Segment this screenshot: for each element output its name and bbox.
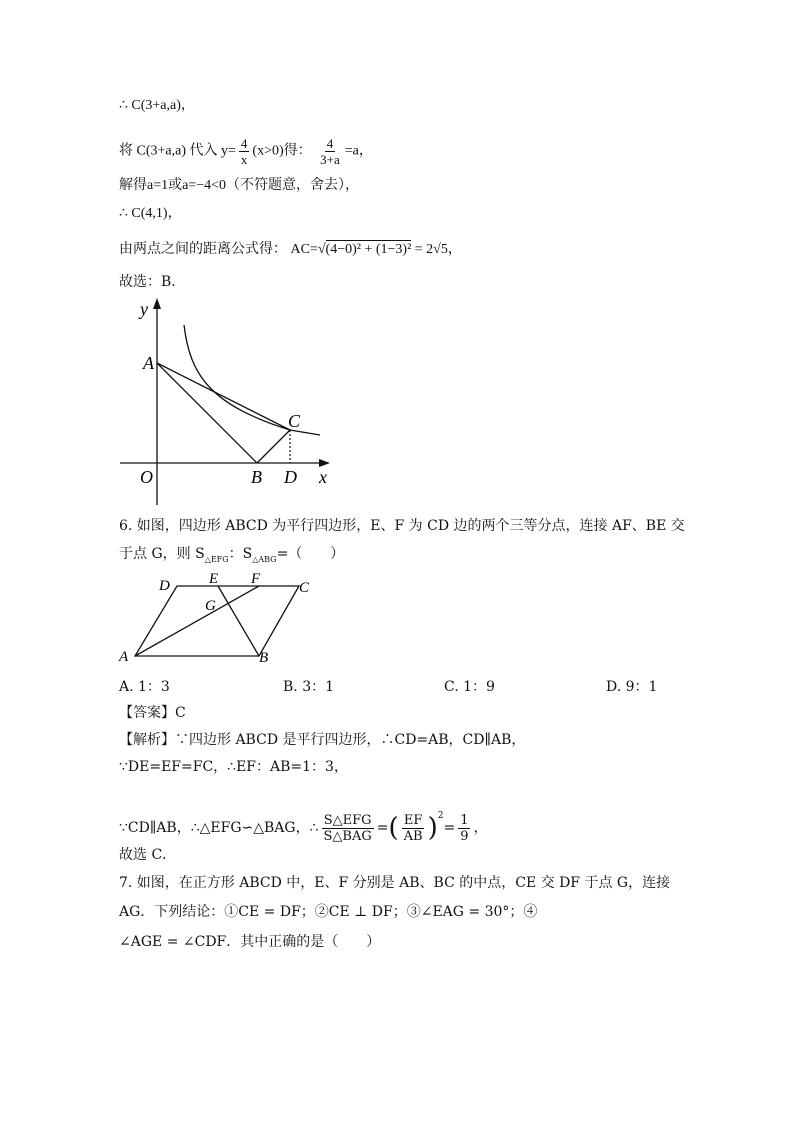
paren-close: ) <box>427 813 438 843</box>
ac-equals: AC= <box>290 242 318 257</box>
fraction-4-over-3-plus-a: $\frac{4}{3+a}$ <box>320 136 340 167</box>
label-o: O <box>140 467 153 487</box>
segment-ac <box>157 363 290 430</box>
segment-be <box>218 586 259 656</box>
label-e: E <box>209 571 219 587</box>
label-f: F <box>251 571 261 587</box>
option-a[interactable]: A. 1：3 <box>119 679 170 695</box>
side-ratio-fraction: $\frac{EF}{AB}$ <box>403 812 423 844</box>
label-c: C <box>299 580 310 596</box>
solution-line-5 <box>119 240 462 260</box>
segment-af <box>135 586 259 656</box>
figure-parallelogram <box>115 570 325 670</box>
q6-area-abg-sub: △ABG <box>252 554 277 564</box>
option-c[interactable]: C. 1：9 <box>444 679 495 695</box>
exponent: 2 <box>437 811 444 821</box>
q6-similarity-text: ∵CD∥AB，∴△EFG∽△BAG，∴ <box>119 820 319 836</box>
q6-analysis-line-1: 【解析】∵四边形 ABCD 是平行四边形，∴CD=AB，CD∥AB， <box>119 732 526 748</box>
solution-line-6: 故选：B． <box>119 274 186 290</box>
domain-condition: (x>0)得： <box>252 143 312 159</box>
label-y: y <box>140 299 148 319</box>
y-axis-arrow <box>153 298 161 309</box>
q6-stem-line-2 <box>119 544 344 570</box>
paren-open: ( <box>388 813 399 843</box>
label-b: B <box>259 650 269 666</box>
text-jiang: 将 <box>119 143 133 159</box>
area-ratio-fraction: $\frac{\text{S△EFG}}{\text{S△BAG}}$ <box>323 812 372 844</box>
label-b: B <box>251 467 262 487</box>
label-d: D <box>284 467 297 487</box>
q6-area-efg-sub: △EFG <box>204 554 229 564</box>
q6-stem-part-c: ：S <box>228 546 253 562</box>
result-fraction: $\frac{1}{9}$ <box>460 812 469 844</box>
text-dairu: 代入 <box>189 143 218 159</box>
figure-coordinate-graph <box>110 295 340 510</box>
label-x: x <box>319 467 327 487</box>
q6-options <box>119 676 679 696</box>
y-equals: y= <box>221 143 236 159</box>
q6-stem-part-a: 于点 G，则 S <box>119 546 205 562</box>
q6-analysis-line-2: ∵DE=EF=FC，∴EF：AB=1：3， <box>119 759 348 775</box>
q6-stem-line-1: 6. 如图，四边形 ABCD 为平行四边形，E、F 为 CD 边的两个三等分点，连接 AF、BE 交 <box>119 518 685 534</box>
label-g: G <box>205 598 216 614</box>
equals-a: =a， <box>344 143 373 159</box>
option-d[interactable]: D. 9：1 <box>606 679 658 695</box>
x-axis-arrow <box>319 459 330 467</box>
parallelogram-abcd <box>135 586 299 656</box>
fraction-4-over-x: $\frac{4}{x}$ <box>240 136 248 167</box>
sqrt-sign: √ <box>317 242 326 257</box>
comma: ， <box>473 820 488 836</box>
sqrt-radicand: (4−0)² + (1−3)² <box>325 242 412 257</box>
solution-line-4: ∴ C(4,1)， <box>119 206 182 221</box>
solution-line-3: 解得a=1或a=−4<0（不符题意，舍去）， <box>119 178 360 193</box>
distance-formula-text: 由两点之间的距离公式得： <box>119 242 287 257</box>
label-a: A <box>143 353 154 373</box>
option-b[interactable]: B. 3：1 <box>283 679 335 695</box>
label-a: A <box>119 649 129 665</box>
segment-bc <box>257 430 290 463</box>
q7-stem-line-2: AG．下列结论：①CE = DF；②CE ⊥ DF；③∠EAG = 30°；④ <box>119 904 538 920</box>
q7-stem-line-3: ∠AGE = ∠CDF．其中正确的是（ ） <box>119 934 381 950</box>
solution-line-1: ∴ C(3+a,a)， <box>119 98 195 113</box>
label-d: D <box>159 578 170 594</box>
point-c-expr: C(3+a,a) <box>136 143 186 159</box>
q6-answer: 【答案】C <box>119 705 186 721</box>
solution-line-2 <box>119 136 373 167</box>
q7-stem-line-1: 7. 如图，在正方形 ABCD 中，E、F 分别是 AB、BC 的中点，CE 交 DF 于点 G，连接 <box>119 875 671 891</box>
q6-conclusion: 故选 C． <box>119 847 177 863</box>
q6-analysis-line-3: ∵CD∥AB，∴△EFG∽△BAG，∴ $\frac{\text{S△EFG}}{\text{S△BAG}}$ =( $\frac{EF}{AB}$ )$^2$= $\frac{1}{9}$ ， <box>119 811 488 844</box>
label-c: C <box>288 411 301 431</box>
distance-result: = 2√5， <box>414 242 462 257</box>
q6-stem-part-e: =（ ） <box>276 546 345 562</box>
segment-ab <box>157 363 257 463</box>
